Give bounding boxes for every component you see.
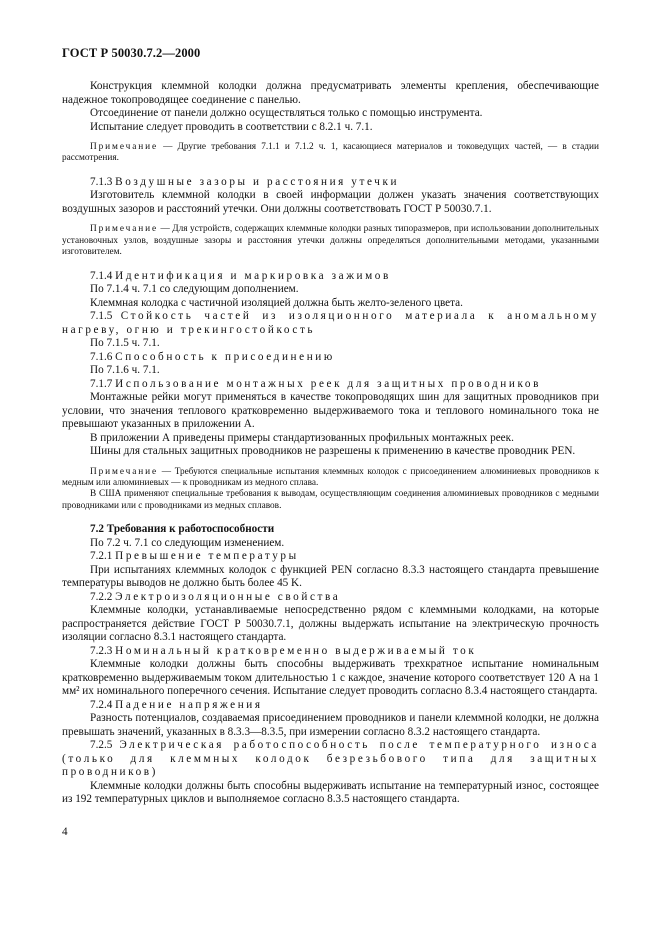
note-label: Примечание — [90, 466, 158, 477]
section-number: 7.2.2 — [90, 590, 113, 603]
section-number: 7.1.6 — [90, 350, 113, 363]
section-number: 7.1.5 — [90, 310, 113, 323]
paragraph: Монтажные рейки могут применяться в качестве токопроводящих шин для защитных проводников при условии, что значения теплового кратковременно выдерживаемого тока и теплового номинального тока не превышают указанных в приложении А. — [62, 391, 599, 431]
section-title: Превышение температуры — [115, 550, 299, 563]
paragraph: В приложении А приведены примеры стандартизованных профильных монтажных реек. — [90, 431, 514, 444]
paragraph: По 7.1.4 ч. 7.1 со следующим дополнением. — [90, 283, 299, 296]
section-title: Электроизоляционные свойства — [115, 590, 341, 603]
paragraph: Клеммные колодки должны быть способны выдерживать испытание на температурный износ, состоящее из 192 температурных циклов и выполняемое согласно 8.3.5 настоящего стандарта. — [62, 779, 599, 806]
paragraph: Испытание следует проводить в соответствии с 8.2.1 ч. 7.1. — [90, 120, 373, 133]
section-title: Стойкость частей из изоляционного материала к аномальному нагреву, огню и трекингостойкость — [62, 310, 600, 336]
note-text: — Для устройств, содержащих клеммные колодки разных типоразмеров, при использовании дополнительных установочных узлов, воздушные зазоры и расстояния утечки должны определяться дополнительными методами, указанными изготовителем. — [62, 224, 599, 258]
section-heading-bold: 7.2 Требования к работоспособности — [90, 523, 275, 536]
paragraph: Изготовитель клеммной колодки в своей информации должен указать значения соответствующих воздушных зазоров и расстояний утечки. Они должны соответствовать ГОСТ Р 50030.7.1. — [62, 189, 599, 215]
section-heading — [62, 176, 599, 190]
section-number: 7.1.7 — [90, 377, 113, 390]
section-title: Номинальный кратковременно выдерживаемый ток — [115, 644, 477, 657]
note — [62, 224, 599, 258]
section-number: 7.1.3 — [90, 175, 113, 188]
paragraph: Конструкция клеммной колодки должна предусматривать элементы крепления, обеспечивающие надежное токопроводящее соединение с панелью. — [62, 80, 599, 106]
note-label: Примечание — [90, 142, 158, 152]
section-heading — [62, 310, 599, 337]
section-heading — [62, 378, 599, 392]
page-header: ГОСТ Р 50030.7.2—2000 — [62, 46, 201, 60]
paragraph: При испытаниях клеммных колодок с функцией PEN согласно 8.3.3 настоящего стандарта превышение температуры выводов не должно быть более 45 K. — [62, 563, 599, 590]
spacer — [62, 134, 599, 142]
paragraph: Отсоединение от панели должно осуществляться только с помощью инструмента. — [90, 107, 483, 119]
paragraph: Клеммная колодка с частичной изоляцией должна быть желто-зеленого цвета. — [90, 296, 463, 309]
spacer — [62, 259, 599, 270]
note-text: — Требуются специальные испытания клеммных колодок с присоединением алюминиевых проводников к медным или алюминиевых — к проводникам из медного сплава. — [62, 466, 599, 488]
page-number: 4 — [62, 826, 68, 838]
paragraph: Клеммные колодки, устанавливаемые непосредственно рядом с клеммными колодками, на которые распространяется действие ГОСТ Р 50030.7.1, должны выдержать испытание на электрическую прочность изоляции согласно 8.3.1 настоящего стандарта. — [62, 604, 599, 644]
section-title: Идентификация и маркировка зажимов — [115, 269, 391, 282]
document-body — [62, 80, 599, 807]
paragraph: По 7.1.5 ч. 7.1. — [90, 337, 160, 350]
paragraph: Разность потенциалов, создаваемая присоединением проводников и панели клеммной колодки, не должна превышать значений, указанных в 8.3.3—8.3.5, при измерении согласно 8.3.2 настоящего стандарта. — [62, 712, 599, 738]
note-label: Примечание — [90, 224, 158, 235]
section-title: Использование монтажных реек для защитных проводников — [115, 377, 541, 390]
spacer — [62, 459, 599, 467]
section-heading — [62, 591, 599, 605]
section-number: 7.2.3 — [90, 644, 113, 657]
spacer — [62, 512, 599, 523]
section-heading — [62, 351, 599, 365]
note-text: — Другие требования 7.1.1 и 7.1.2 ч. 1, касающиеся материалов и токоведущих частей, — в стадии рассмотрения. — [62, 142, 599, 164]
paragraph: Шины для стальных защитных проводников не разрешены к применению в качестве проводник PEN. — [90, 445, 576, 458]
section-number: 7.2.1 — [90, 550, 113, 563]
spacer — [62, 165, 599, 176]
note — [62, 142, 599, 165]
section-heading — [62, 550, 599, 564]
section-heading — [62, 699, 599, 713]
section-heading — [62, 645, 599, 659]
section-title: Электрическая работоспособность после температурного износа (только для клеммных колодок безрезьбового типа для защитных проводников) — [62, 739, 599, 779]
paragraph: Клеммные колодки должны быть способны выдерживать трехкратное испытание номинальным кратковременно выдерживаемым током длительностью 1 с каждое, значение которого соответствует 120 А на 1 мм² их номинального поперечного сечения. Испытание следует проводить согласно 8.3.4 настоящего стандарта. — [62, 658, 599, 698]
note — [62, 467, 599, 490]
section-title: Способность к присоединению — [115, 350, 335, 363]
section-title: Падение напряжения — [115, 698, 263, 711]
paragraph: По 7.1.6 ч. 7.1. — [90, 364, 160, 377]
section-heading — [62, 270, 599, 284]
section-title: Воздушные зазоры и расстояния утечки — [115, 175, 400, 188]
section-heading — [62, 739, 599, 780]
section-number: 7.2.4 — [90, 698, 113, 711]
section-number: 7.1.4 — [90, 269, 113, 282]
section-number: 7.2.5 — [90, 739, 113, 752]
paragraph: По 7.2 ч. 7.1 со следующим изменением. — [90, 536, 285, 549]
note — [62, 489, 599, 512]
note-text: В США применяют специальные требования к выводам, осуществляющим соединения алюминиевых проводников с медными проводниками или с проводниками из медных сплавов. — [62, 489, 599, 511]
